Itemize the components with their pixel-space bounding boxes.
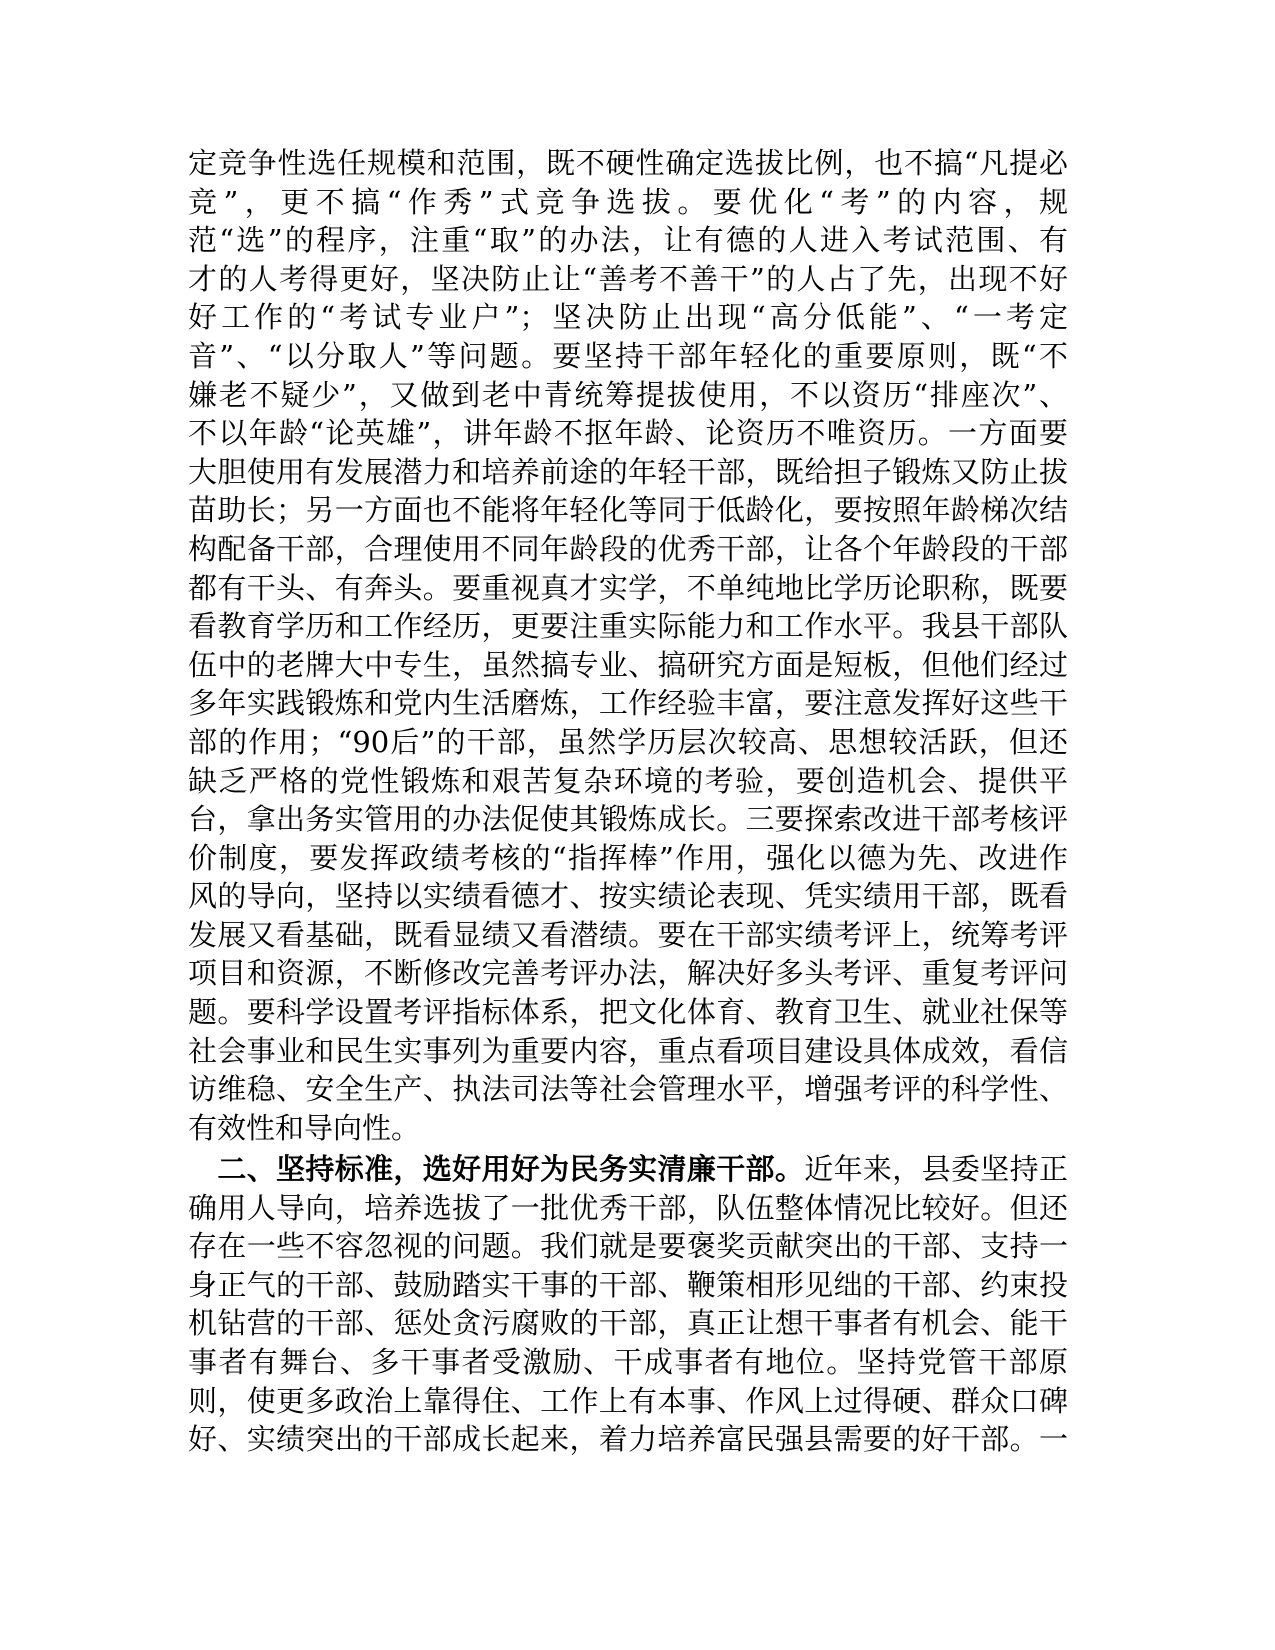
text-line: 有效性和导向性。 bbox=[188, 1110, 421, 1145]
text-line: 好、实绩突出的干部成长起来，着力培养富民强县需要的好干部。一 bbox=[188, 1422, 1068, 1457]
text-line: 嫌老不疑少”，又做到老中青统筹提拔使用，不以资历“排座次”、 bbox=[188, 377, 1068, 412]
text-line: 机钻营的干部、惩处贪污腐败的干部，真正让想干事者有机会、能干 bbox=[188, 1306, 1068, 1341]
text-line: 题。要科学设置考评指标体系，把文化体育、教育卫生、就业社保等 bbox=[188, 995, 1068, 1030]
text-line: 身正气的干部、鼓励踏实干事的干部、鞭策相形见绌的干部、约束投 bbox=[188, 1267, 1068, 1302]
text-line: 多年实践锻炼和党内生活磨炼，工作经验丰富，要注意发挥好这些干 bbox=[188, 686, 1068, 721]
text-line: 大胆使用有发展潜力和培养前途的年轻干部，既给担子锻炼又防止拔 bbox=[188, 454, 1068, 489]
text-line: 构配备干部，合理使用不同年龄段的优秀干部，让各个年龄段的干部 bbox=[188, 531, 1068, 566]
text-line: 访维稳、安全生产、执法司法等社会管理水平，增强考评的科学性、 bbox=[188, 1072, 1068, 1107]
paragraph-continued bbox=[188, 144, 1068, 1147]
text-line: 才的人考得更好，坚决防止让“善考不善干”的人占了先，出现不好 bbox=[188, 261, 1068, 296]
text-line: 看教育学历和工作经历，更要注重实际能力和工作水平。我县干部队 bbox=[188, 609, 1068, 644]
text-line-with-heading bbox=[188, 1150, 1068, 1189]
text-line: 确用人导向，培养选拔了一批优秀干部，队伍整体情况比较好。但还 bbox=[188, 1190, 1068, 1225]
paragraph-section-two bbox=[188, 1150, 1068, 1459]
text-line: 定竞争性选任规模和范围，既不硬性确定选拔比例，也不搞“凡提必 bbox=[188, 146, 1068, 180]
text-line: 存在一些不容忽视的问题。我们就是要褒奖贡献突出的干部、支持一 bbox=[188, 1229, 1068, 1264]
text-line: 竞”，更不搞“作秀”式竞争选拔。要优化“考”的内容，规 bbox=[188, 184, 1068, 219]
section-heading: 二、坚持标准，选好用好为民务实清廉干部。 bbox=[217, 1152, 805, 1186]
text-line: 缺乏严格的党性锻炼和艰苦复杂环境的考验，要创造机会、提供平 bbox=[188, 763, 1068, 798]
text-line: 部的作用；“90后”的干部，虽然学历层次较高、思想较活跃，但还 bbox=[188, 724, 1068, 759]
text-line: 发展又看基础，既看显绩又看潜绩。要在干部实绩考评上，统筹考评 bbox=[188, 917, 1068, 952]
text-line: 伍中的老牌大中专生，虽然搞专业、搞研究方面是短板，但他们经过 bbox=[188, 647, 1068, 682]
text-line: 台，拿出务实管用的办法促使其锻炼成长。三要探索改进干部考核评 bbox=[188, 802, 1068, 837]
text-line: 社会事业和民生实事列为重要内容，重点看项目建设具体成效，看信 bbox=[188, 1033, 1068, 1068]
text-line: 事者有舞台、多干事者受激励、干成事者有地位。坚持党管干部原 bbox=[188, 1344, 1068, 1379]
text-line: 不以年龄“论英雄”，讲年龄不抠年龄、论资历不唯资历。一方面要 bbox=[188, 416, 1068, 451]
text-line: 音”、“以分取人”等问题。要坚持干部年轻化的重要原则，既“不 bbox=[188, 338, 1068, 373]
text-line: 项目和资源，不断修改完善考评办法，解决好多头考评、重复考评问 bbox=[188, 956, 1068, 991]
text-line: 好工作的“考试专业户”；坚决防止出现“高分低能”、“一考定 bbox=[188, 300, 1068, 335]
text-line-rest: 近年来，县委坚持正 bbox=[804, 1152, 1068, 1186]
text-line: 苗助长；另一方面也不能将年轻化等同于低龄化，要按照年龄梯次结 bbox=[188, 493, 1068, 528]
text-line: 都有干头、有奔头。要重视真才实学，不单纯地比学历论职称，既要 bbox=[188, 570, 1068, 605]
text-line: 风的导向，坚持以实绩看德才、按实绩论表现、凭实绩用干部，既看 bbox=[188, 879, 1068, 914]
text-line: 价制度，要发挥政绩考核的“指挥棒”作用，强化以德为先、改进作 bbox=[188, 840, 1068, 875]
text-line: 则，使更多政治上靠得住、工作上有本事、作风上过得硬、群众口碑 bbox=[188, 1383, 1068, 1418]
text-line: 范“选”的程序，注重“取”的办法，让有德的人进入考试范围、有 bbox=[188, 223, 1068, 258]
